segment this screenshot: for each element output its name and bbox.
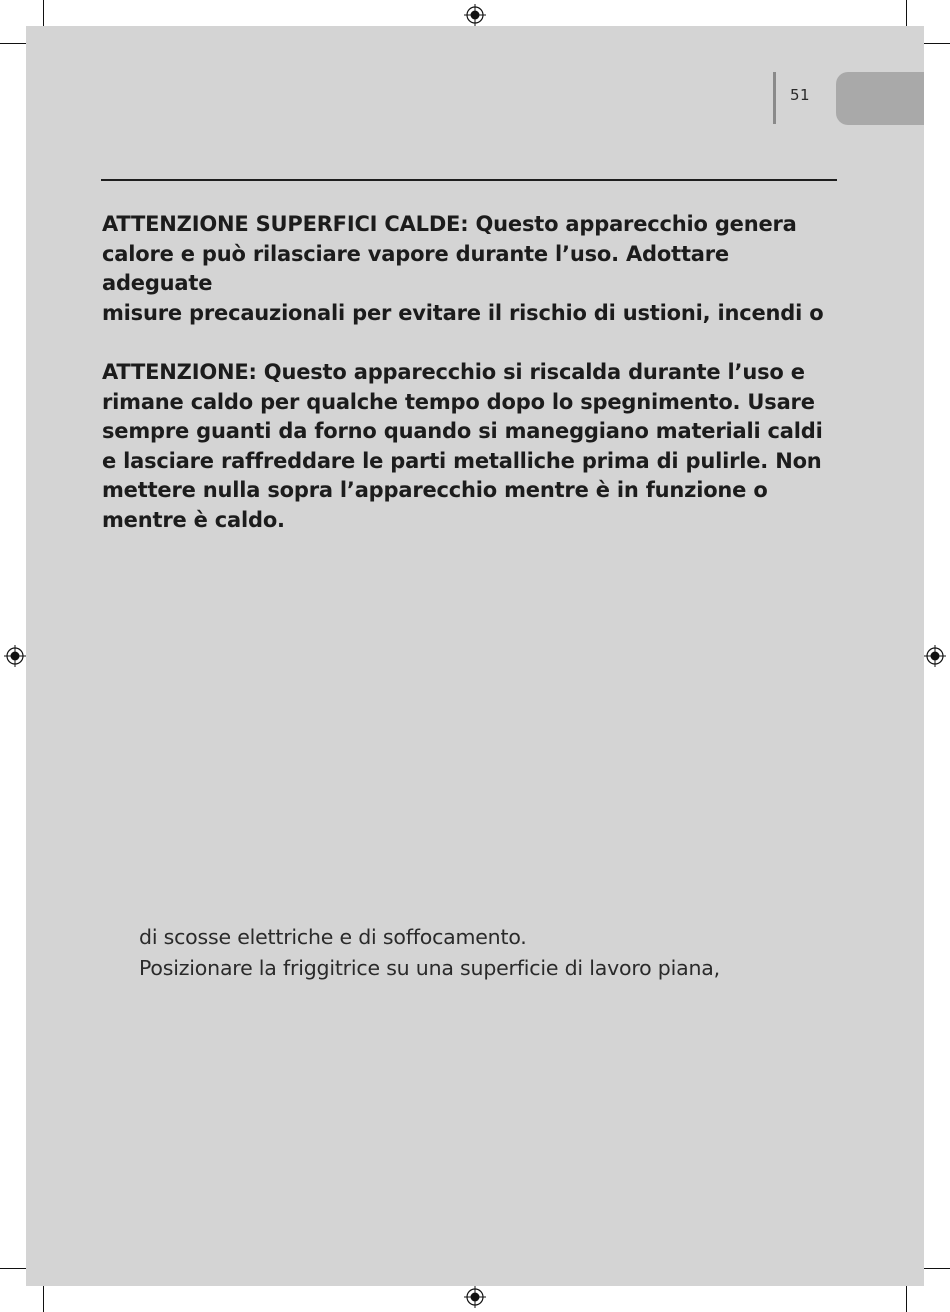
- registration-mark-icon: [464, 1286, 486, 1308]
- page-tab: [836, 72, 924, 125]
- registration-mark-icon: [924, 645, 946, 667]
- crop-mark: [0, 43, 26, 44]
- crop-mark: [906, 0, 907, 26]
- hot-surfaces-warning: ATTENZIONE SUPERFICI CALDE: Questo apparecchio genera calore e può rilasciare vapore durante l’uso. Adottare adeguate misure precauzionali per evitare il rischio di ustioni, incendi o: [102, 212, 824, 325]
- registration-mark-icon: [464, 4, 486, 26]
- crop-mark: [924, 1268, 950, 1269]
- crop-mark: [924, 43, 950, 44]
- section-rule: [101, 179, 837, 181]
- heat-warning: ATTENZIONE: Questo apparecchio si riscalda durante l’uso e rimane caldo per qualche tempo dopo lo spegnimento. Usare sempre guanti da forno quando si maneggiano materiali caldi e lasciare raffreddare le parti metalliche prima di pulirle. Non mettere nulla sopra l’apparecchio mentre è in funzione o mentre è caldo.: [102, 360, 823, 532]
- page-number: 51: [790, 86, 811, 104]
- body-line: Posizionare la friggitrice su una superficie di lavoro piana,: [139, 955, 720, 980]
- registration-mark-icon: [4, 645, 26, 667]
- crop-mark: [0, 1268, 26, 1269]
- crop-mark: [43, 0, 44, 26]
- crop-mark: [906, 1286, 907, 1312]
- crop-mark: [43, 1286, 44, 1312]
- header-divider: [773, 72, 776, 124]
- body-text: [139, 922, 859, 983]
- body-line: di scosse elettriche e di soffocamento.: [139, 925, 527, 949]
